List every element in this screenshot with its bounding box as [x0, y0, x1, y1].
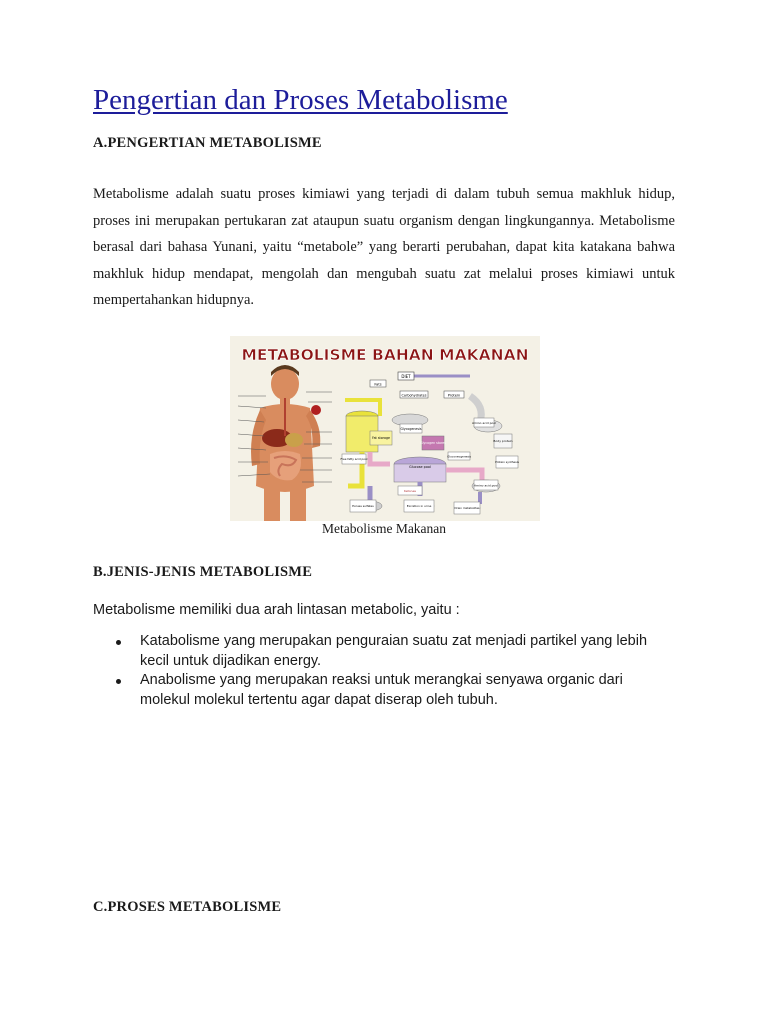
- diagram-label-excess-sulfates: Excess sulfates: [352, 504, 374, 508]
- metabolism-figure: [230, 336, 540, 521]
- list-item-katabolisme: Katabolisme yang merupakan penguraian suatu zat menjadi partikel yang lebih kecil untuk dijadikan energy.: [93, 632, 675, 671]
- page-title: Pengertian dan Proses Metabolisme: [93, 84, 508, 116]
- diagram-label-fat-storage: Fat storage: [372, 436, 390, 440]
- diagram-label-excretion-in-urine: Excretion in urine: [406, 504, 432, 508]
- diagram-label-amino-acid-pool-bottom: Amino acid pool: [473, 483, 499, 488]
- list-item-anabolisme: Anabolisme yang merupakan reaksi untuk merangkai senyawa organic dari molekul molekul tertentu agar dapat diserap oleh tubuh.: [93, 671, 675, 710]
- diagram-label-glycogen-stores: Glycogen stores: [420, 441, 446, 445]
- section-heading-proses: C.PROSES METABOLISME: [93, 899, 282, 915]
- paragraph-definition: Metabolisme adalah suatu proses kimiawi yang terjadi di dalam tubuh semua makhluk hidup, proses ini merupakan pertukaran zat ataupun suatu organism dengan lingkungannya. Metabolisme berasal dari bahasa Yunani, yaitu “metabole” yang berarti perubahan, dapat kita katakana bahwa makhluk hidup mendapat, mengolah dan mengubah suatu zat melalui proses kimiawi untuk mempertahankan hidupnya.: [93, 186, 675, 309]
- diagram-label-gluconeogenesis: Gluconeogenesis: [447, 454, 471, 459]
- diagram-label-body-protein: Body protein: [493, 439, 513, 443]
- diagram-label-protein-synthesis: Protein synthesis: [495, 460, 519, 464]
- diagram-label-diet: DIET: [401, 374, 411, 379]
- diagram-label-free-fatty-acid-pool: Free fatty acid pool: [340, 457, 368, 461]
- diagram-label-protein: Protein: [447, 393, 461, 398]
- diagram-label-amino-acid-pool-top: Amino acid pool: [471, 421, 497, 425]
- diagram-label-fats: Fats: [374, 382, 382, 387]
- section-heading-jenis: B.JENIS-JENIS METABOLISME: [93, 564, 313, 580]
- figure-caption: Metabolisme Makanan: [321, 521, 447, 536]
- diagram-label-drain-metabolites: Drain metabolites: [454, 506, 480, 510]
- metabolism-illustration: [230, 336, 540, 521]
- paragraph-metabolic-pathways: Metabolisme memiliki dua arah lintasan metabolic, yaitu :: [93, 602, 460, 618]
- diagram-label-glycogenesis: Glycogenesis: [400, 427, 422, 431]
- figure-banner: METABOLISME BAHAN MAKANAN: [241, 346, 529, 364]
- section-heading-pengertian: A.PENGERTIAN METABOLISME: [93, 135, 322, 151]
- diagram-label-glucose-pool: Glucose pool: [409, 465, 431, 469]
- metabolism-types-list: [93, 632, 675, 710]
- diagram-label-carbohydrates: Carbohydrates: [401, 393, 427, 398]
- diagram-label-ketones: Ketones: [404, 489, 416, 493]
